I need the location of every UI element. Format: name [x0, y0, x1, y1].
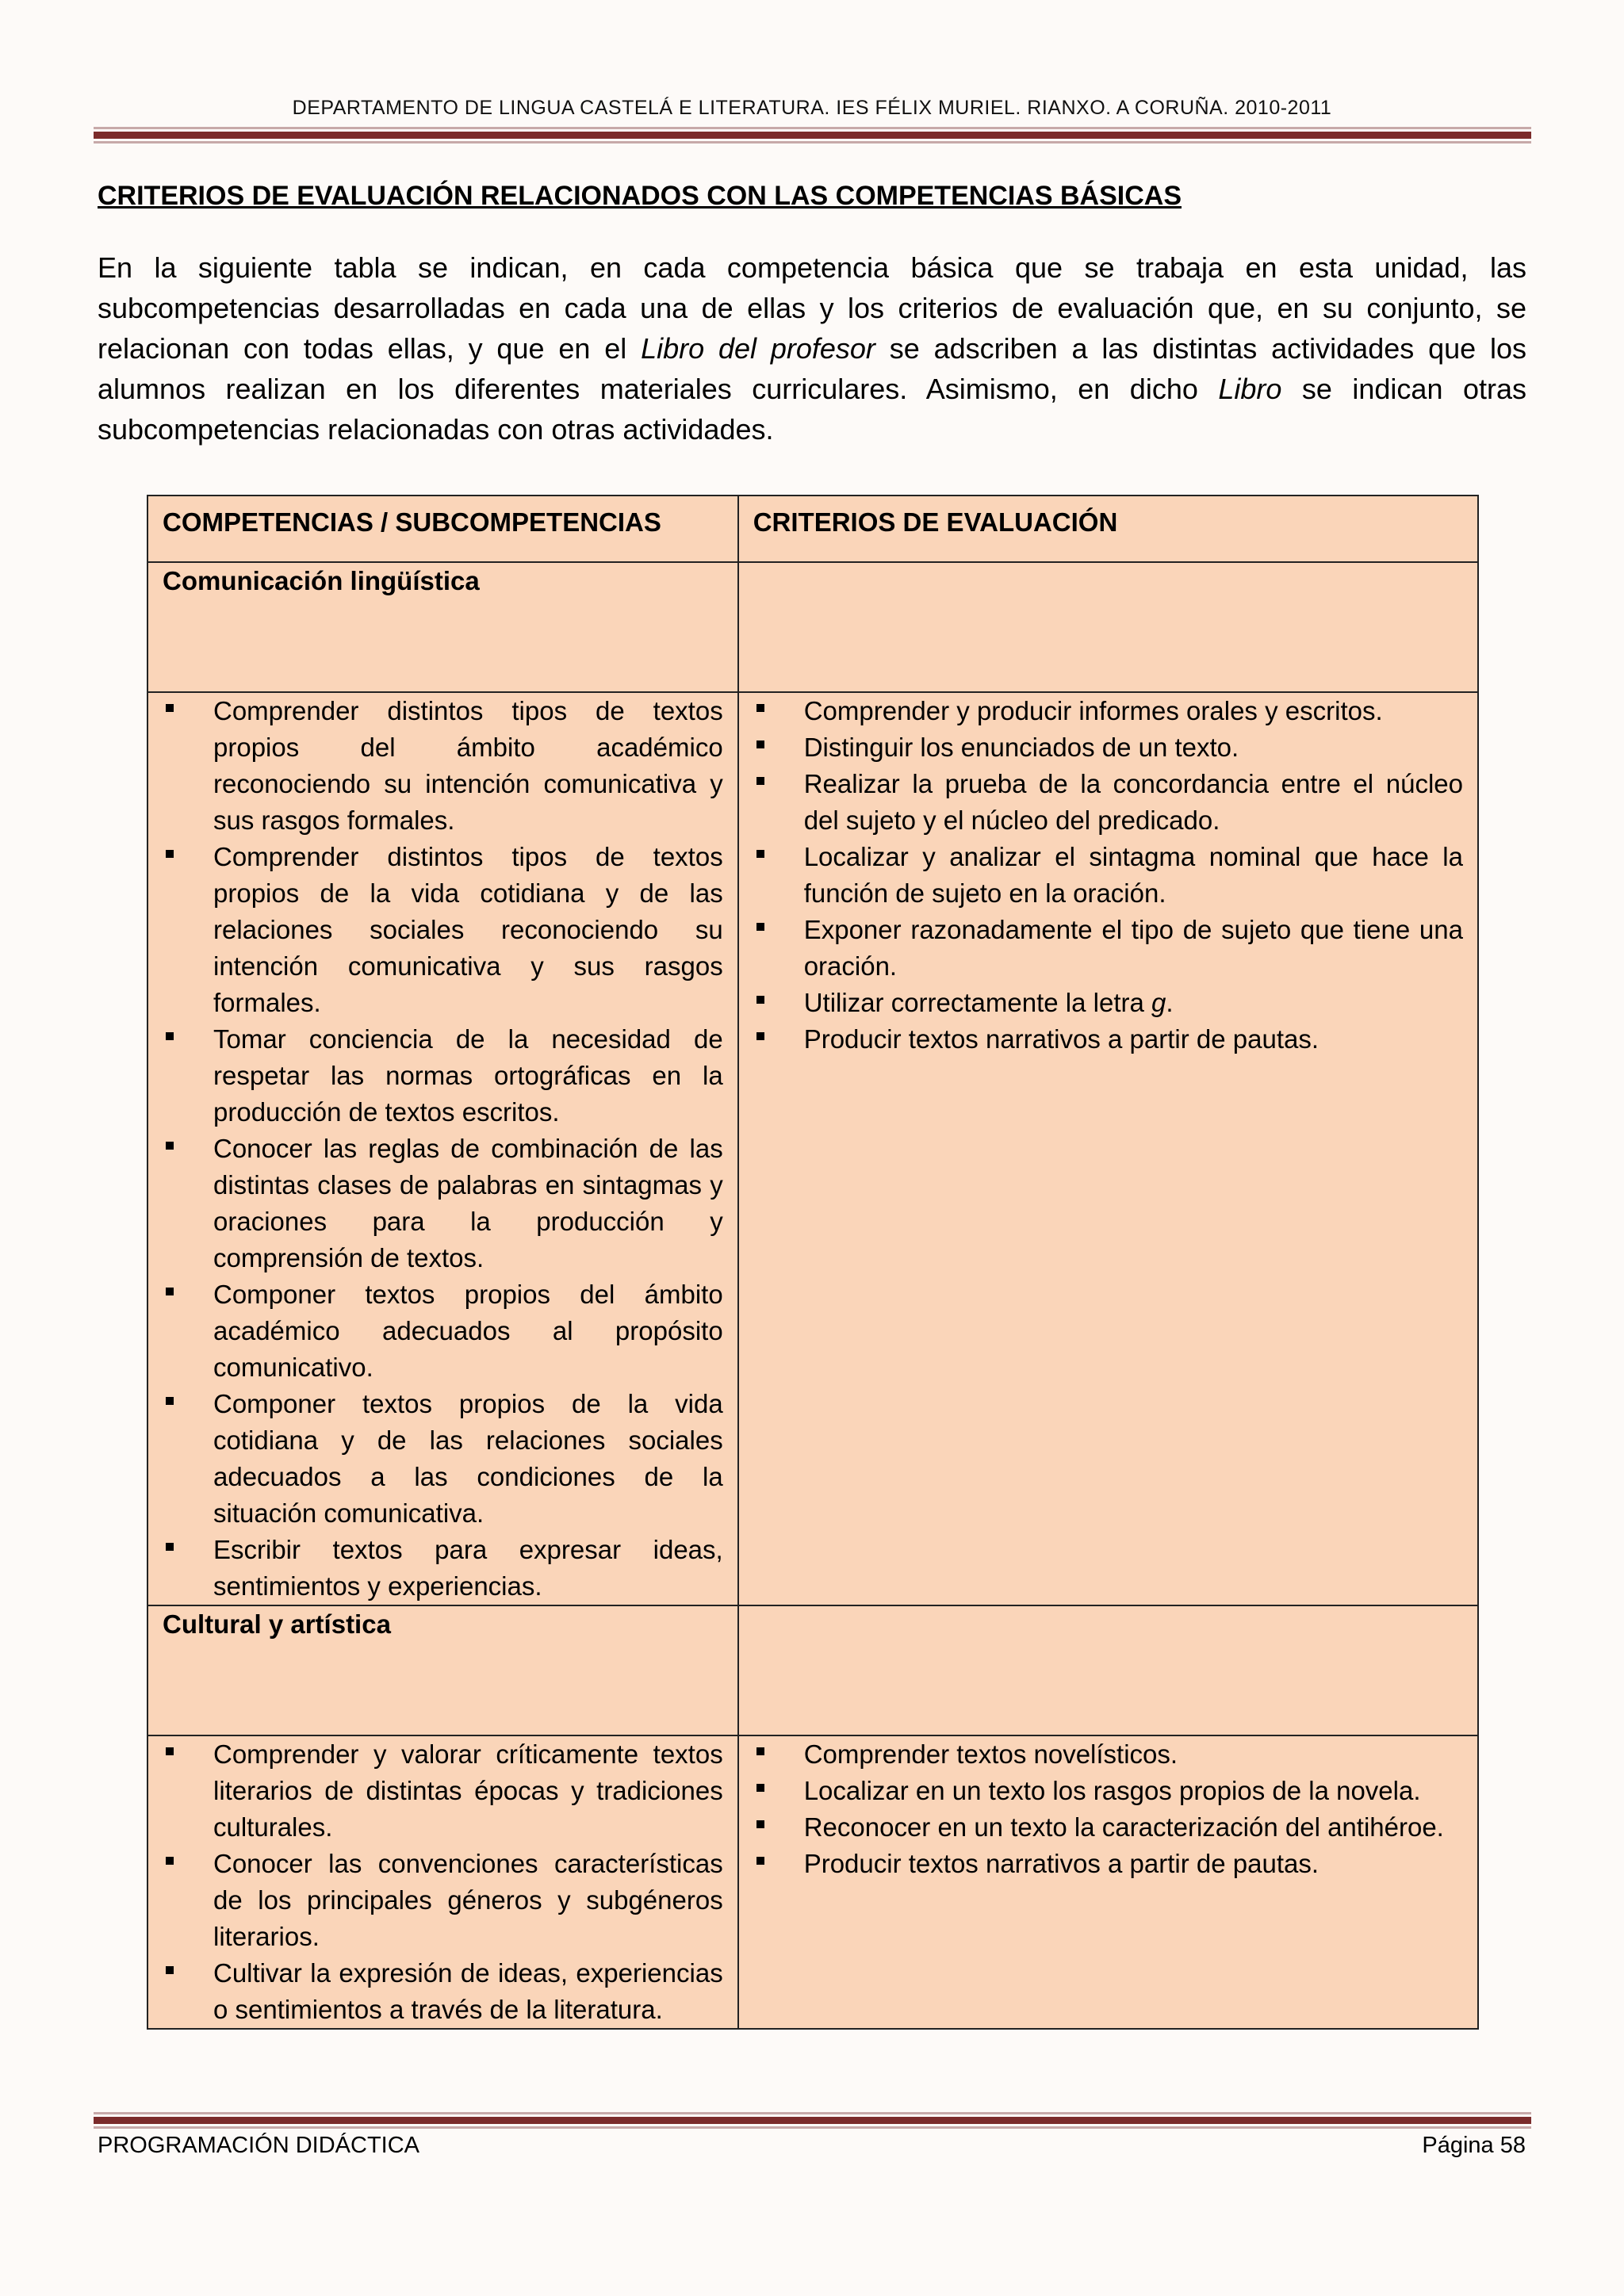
list-item: Conocer las reglas de combinación de las distintas clases de palabras en sintagmas y oraciones para la producción y comprensión de textos.: [148, 1131, 723, 1276]
bullet-icon: [756, 923, 764, 931]
bullet-icon: [756, 777, 764, 785]
intro-italic-1: Libro del profesor: [641, 332, 875, 365]
bullet-icon: [166, 1288, 174, 1295]
list-item: Comprender textos novelísticos.: [739, 1736, 1463, 1773]
list-item: Escribir textos para expresar ideas, sentimientos y experiencias.: [148, 1532, 723, 1605]
intro-text-3: se indican otras subcompetencias relacionadas con otras actividades.: [98, 373, 1526, 446]
intro-paragraph: [98, 247, 1526, 450]
bullet-icon: [756, 1784, 764, 1792]
list-item: Distinguir los enunciados de un texto.: [739, 729, 1463, 766]
list-item: Cultivar la expresión de ideas, experiencias o sentimientos a través de la literatura.: [148, 1955, 723, 2028]
content-row-cultural: [147, 1735, 1478, 2029]
list-item: Comprender y producir informes orales y escritos.: [739, 693, 1463, 729]
criterios-list: [739, 1736, 1477, 1882]
section-title: Comunicación lingüística: [163, 566, 480, 595]
content-row-linguistica: [147, 692, 1478, 1605]
bullet-icon: [756, 1032, 764, 1040]
page-header: DEPARTAMENTO DE LINGUA CASTELÁ E LITERATURA. IES FÉLIX MURIEL. RIANXO. A CORUÑA. 2010-2011: [292, 97, 1332, 119]
list-item: Comprender distintos tipos de textos propios del ámbito académico reconociendo su intención comunicativa y sus rasgos formales.: [148, 693, 723, 839]
bullet-icon: [756, 996, 764, 1004]
bullet-icon: [166, 1142, 174, 1150]
section-title: Cultural y artística: [163, 1609, 391, 1639]
bullet-icon: [756, 740, 764, 748]
table-header-row: [147, 496, 1478, 562]
section-heading: CRITERIOS DE EVALUACIÓN RELACIONADOS CON LAS COMPETENCIAS BÁSICAS: [98, 181, 1182, 211]
section-row-linguistica: [147, 562, 1478, 692]
header-rule: [94, 127, 1531, 144]
bullet-icon: [166, 850, 174, 858]
bullet-icon: [166, 1857, 174, 1865]
bullet-icon: [166, 1032, 174, 1040]
bullet-icon: [756, 850, 764, 858]
footer-title: PROGRAMACIÓN DIDÁCTICA: [98, 2133, 420, 2158]
list-item: Conocer las convenciones características de los principales géneros y subgéneros literarios.: [148, 1846, 723, 1955]
list-item: Utilizar correctamente la letra g.: [739, 985, 1463, 1021]
bullet-icon: [756, 1857, 764, 1865]
list-item: Producir textos narrativos a partir de pautas.: [739, 1846, 1463, 1882]
col2-header: CRITERIOS DE EVALUACIÓN: [753, 507, 1118, 537]
bullet-icon: [756, 1820, 764, 1828]
list-item: Realizar la prueba de la concordancia entre el núcleo del sujeto y el núcleo del predicado.: [739, 766, 1463, 839]
list-item: Localizar en un texto los rasgos propios de la novela.: [739, 1773, 1463, 1809]
bullet-icon: [756, 704, 764, 712]
subcompetencias-list: [148, 1736, 737, 2028]
list-item: Componer textos propios de la vida cotidiana y de las relaciones sociales adecuados a las condiciones de la situación comunicativa.: [148, 1386, 723, 1532]
list-item: Tomar conciencia de la necesidad de respetar las normas ortográficas en la producción de textos escritos.: [148, 1021, 723, 1131]
bullet-icon: [756, 1747, 764, 1755]
list-item: Producir textos narrativos a partir de pautas.: [739, 1021, 1463, 1058]
list-item: Localizar y analizar el sintagma nominal que hace la función de sujeto en la oración.: [739, 839, 1463, 912]
bullet-icon: [166, 1747, 174, 1755]
intro-text-2: se adscriben a las distintas actividades que los alumnos realizan en los diferentes materiales curriculares. Asimismo, en dicho: [98, 332, 1526, 405]
list-item: Comprender y valorar críticamente textos literarios de distintas épocas y tradiciones culturales.: [148, 1736, 723, 1846]
section-row-cultural: [147, 1605, 1478, 1735]
footer-rule: [94, 2112, 1531, 2129]
list-item: Componer textos propios del ámbito académico adecuados al propósito comunicativo.: [148, 1276, 723, 1386]
bullet-icon: [166, 1543, 174, 1551]
bullet-icon: [166, 1397, 174, 1405]
list-item: Comprender distintos tipos de textos propios de la vida cotidiana y de las relaciones sociales reconociendo su intención comunicativa y sus rasgos formales.: [148, 839, 723, 1021]
criterios-list: [739, 693, 1477, 1058]
subcompetencias-list: [148, 693, 737, 1605]
criteria-table: [147, 495, 1479, 2030]
list-item: Exponer razonadamente el tipo de sujeto que tiene una oración.: [739, 912, 1463, 985]
page-number: Página 58: [1422, 2133, 1526, 2158]
col1-header: COMPETENCIAS / SUBCOMPETENCIAS: [163, 507, 661, 537]
bullet-icon: [166, 704, 174, 712]
list-item: Reconocer en un texto la caracterización del antihéroe.: [739, 1809, 1463, 1846]
bullet-icon: [166, 1966, 174, 1974]
intro-italic-2: Libro: [1218, 373, 1282, 405]
intro-text-1: En la siguiente tabla se indican, en cada competencia básica que se trabaja en esta unidad, las subcompetencias desarrolladas en cada una de ellas y los criterios de evaluación que, en su conjunto, se relacionan con todas ellas, y que en el: [98, 251, 1526, 365]
